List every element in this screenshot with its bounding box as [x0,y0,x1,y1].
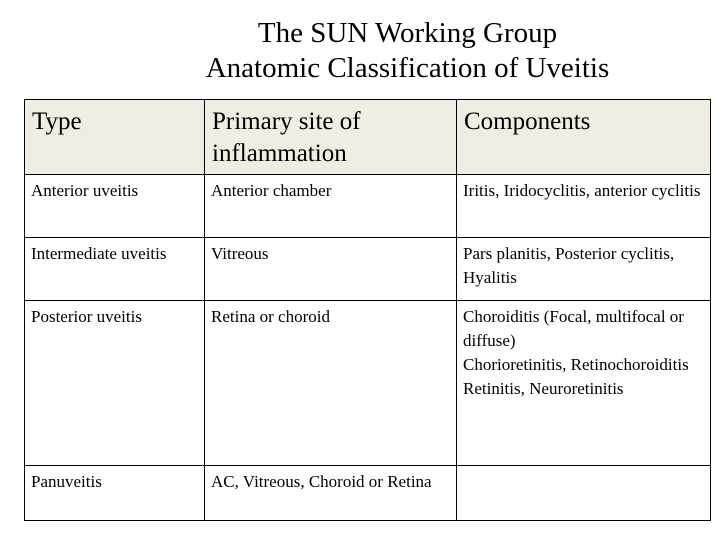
title-line-2: Anatomic Classification of Uveitis [205,52,610,84]
table-header-row [25,100,711,175]
cell-components [457,301,711,466]
cell-components [457,175,711,238]
header-type: Type [25,100,205,175]
cell-type: Panuveitis [25,466,205,521]
component-line: Retinitis, Neuroretinitis [463,379,624,398]
component-line: Choroiditis (Focal, multifocal or diffuse) [463,307,684,350]
component-line: Iritis, Iridocyclitis, anterior cyclitis [463,181,701,200]
cell-type: Anterior uveitis [25,175,205,238]
header-components: Components [457,100,711,175]
component-line: Chorioretinitis, Retinochoroiditis [463,355,689,374]
table-row [25,301,711,466]
table-row [25,466,711,521]
table-row [25,238,711,301]
title-line-1: The SUN Working Group [257,17,558,49]
table-row [25,175,711,238]
header-primary-site: Primary site of inflammation [205,100,457,175]
cell-type: Posterior uveitis [25,301,205,466]
cell-components [457,238,711,301]
classification-table [24,99,711,521]
cell-site: Retina or choroid [205,301,457,466]
cell-site: AC, Vitreous, Choroid or Retina [205,466,457,521]
cell-site: Anterior chamber [205,175,457,238]
cell-type: Intermediate uveitis [25,238,205,301]
component-line: Pars planitis, Posterior cyclitis, Hyalitis [463,244,675,287]
cell-site: Vitreous [205,238,457,301]
cell-components [457,466,711,521]
page-title [0,16,720,86]
